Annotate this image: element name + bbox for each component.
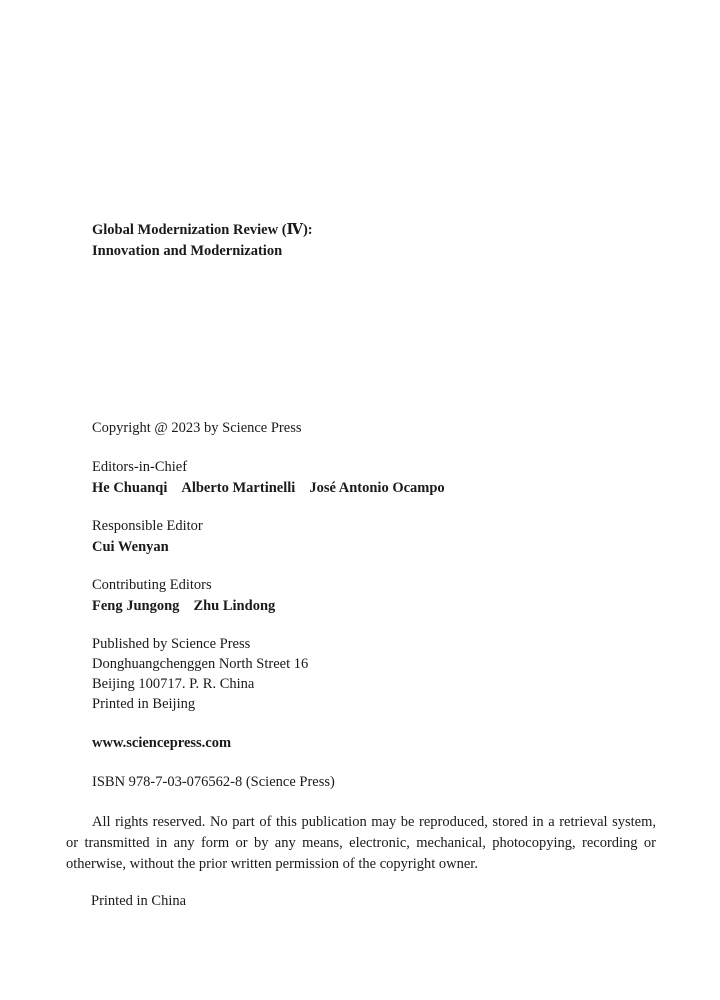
contributing-editor-name: Feng Jungong xyxy=(92,598,180,614)
editor-name: He Chuanqi xyxy=(92,480,168,496)
responsible-editor-name: Cui Wenyan xyxy=(92,539,169,555)
responsible-editor-label: Responsible Editor xyxy=(92,518,203,534)
contributing-editors-names xyxy=(92,596,275,616)
rights-statement: All rights reserved. No part of this publication may be reproduced, stored in a retrieval system, or transmitted in any form or by any means, electronic, mechanical, photocopying, recording or otherwise, without the prior written permission of the copyright owner. xyxy=(66,814,656,872)
printed-in-beijing: Printed in Beijing xyxy=(92,696,196,712)
publisher-website: www.sciencepress.com xyxy=(92,735,232,751)
copyright-notice: Copyright @ 2023 by Science Press xyxy=(92,420,302,436)
contributing-editor-name: Zhu Lindong xyxy=(193,598,276,614)
publisher-city: Beijing 100717. P. R. China xyxy=(92,676,255,692)
publisher-line: Published by Science Press xyxy=(92,636,251,652)
publisher-address: Donghuangchenggen North Street 16 xyxy=(92,656,309,672)
editors-in-chief-label: Editors-in-Chief xyxy=(92,459,188,475)
book-title-line-1: Global Modernization Review (Ⅳ): xyxy=(92,222,313,238)
editors-in-chief-names xyxy=(92,478,445,498)
contributing-editors-label: Contributing Editors xyxy=(92,577,212,593)
book-title-line-2: Innovation and Modernization xyxy=(92,243,283,259)
printed-in-china: Printed in China xyxy=(91,893,187,909)
isbn: ISBN 978-7-03-076562-8 (Science Press) xyxy=(92,774,335,790)
editor-name: Alberto Martinelli xyxy=(181,480,296,496)
editor-name: José Antonio Ocampo xyxy=(309,480,445,496)
